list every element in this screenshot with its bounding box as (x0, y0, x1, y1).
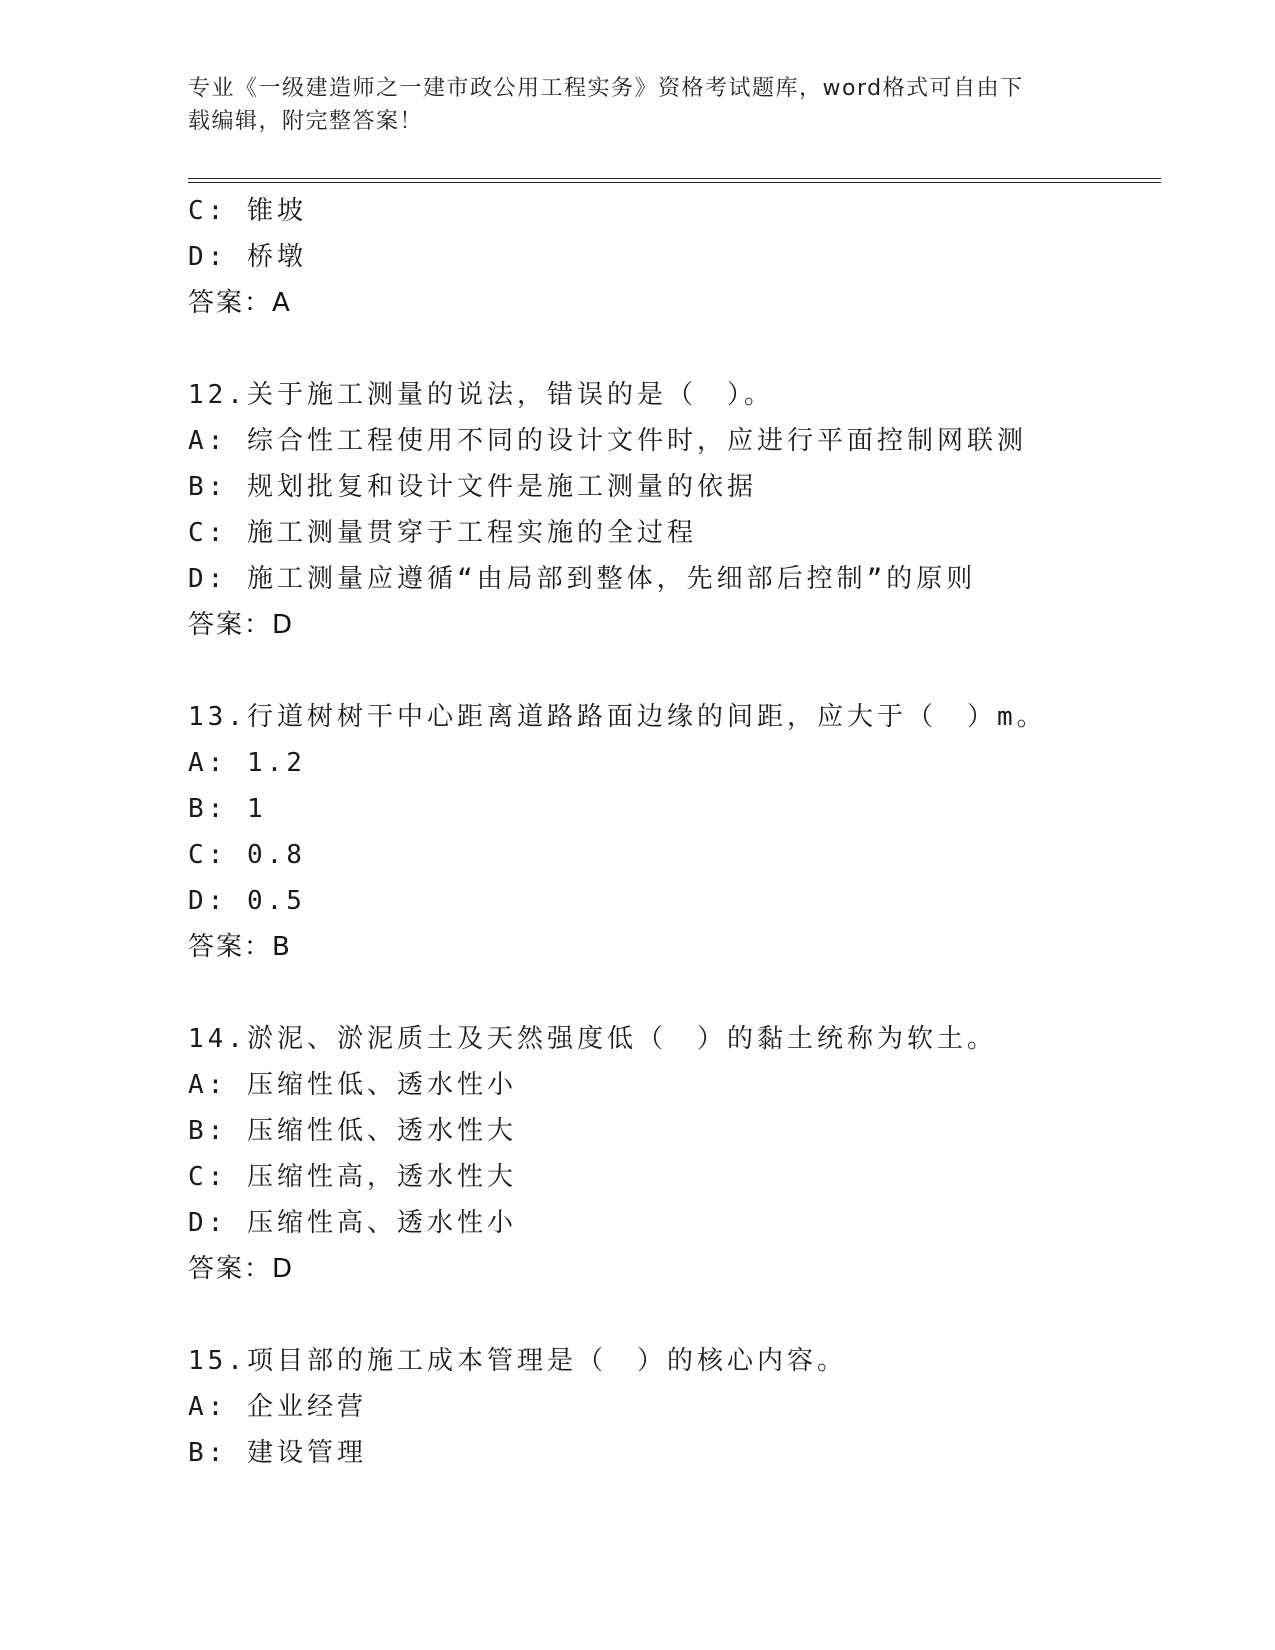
option-a: A: 企业经营 (188, 1392, 367, 1422)
option-c: C: 施工测量贯穿于工程实施的全过程 (188, 518, 697, 548)
question-block-14 (188, 1016, 1158, 1292)
question-spacer (188, 648, 1158, 694)
option-d: D: 压缩性高、透水性小 (188, 1208, 517, 1238)
question-block-12 (188, 372, 1158, 648)
question-spacer (188, 326, 1158, 372)
option-d: D: 桥墩 (188, 242, 307, 272)
answer-label: 答案：D (188, 610, 295, 640)
question-block-11-tail (188, 188, 1158, 326)
option-d: D: 0.5 (188, 886, 306, 916)
option-b: B: 压缩性低、透水性大 (188, 1116, 517, 1146)
header-title-line-1: 专业《一级建造师之一建市政公用工程实务》资格考试题库，word格式可自由下 (188, 76, 1024, 101)
option-c: C: 0.8 (188, 840, 306, 870)
option-c: C: 锥坡 (188, 196, 307, 226)
option-c: C: 压缩性高，透水性大 (188, 1162, 517, 1192)
header-divider (188, 178, 1161, 183)
option-a: A: 1.2 (188, 748, 306, 778)
page-header (188, 72, 1088, 138)
answer-label: 答案：A (188, 288, 292, 318)
option-b: B: 1 (188, 794, 267, 824)
option-b: B: 规划批复和设计文件是施工测量的依据 (188, 472, 757, 502)
answer-label: 答案：B (188, 932, 292, 962)
header-title-line-2: 载编辑，附完整答案！ (188, 109, 424, 134)
question-list (188, 188, 1158, 1476)
option-a: A: 综合性工程使用不同的设计文件时，应进行平面控制网联测 (188, 426, 1027, 456)
question-stem: 12.关于施工测量的说法，错误的是（ ）。 (188, 380, 774, 410)
question-spacer (188, 1292, 1158, 1338)
option-a: A: 压缩性低、透水性小 (188, 1070, 517, 1100)
option-d: D: 施工测量应遵循“由局部到整体，先细部后控制”的原则 (188, 564, 977, 594)
question-stem: 15.项目部的施工成本管理是（ ）的核心内容。 (188, 1346, 847, 1376)
answer-label: 答案：D (188, 1254, 295, 1284)
question-block-13 (188, 694, 1158, 970)
question-stem: 14.淤泥、淤泥质土及天然强度低（ ）的黏土统称为软土。 (188, 1024, 997, 1054)
question-spacer (188, 970, 1158, 1016)
question-block-15 (188, 1338, 1158, 1476)
option-b: B: 建设管理 (188, 1438, 367, 1468)
question-stem: 13.行道树树干中心距离道路路面边缘的间距，应大于（ ）m。 (188, 702, 1047, 732)
